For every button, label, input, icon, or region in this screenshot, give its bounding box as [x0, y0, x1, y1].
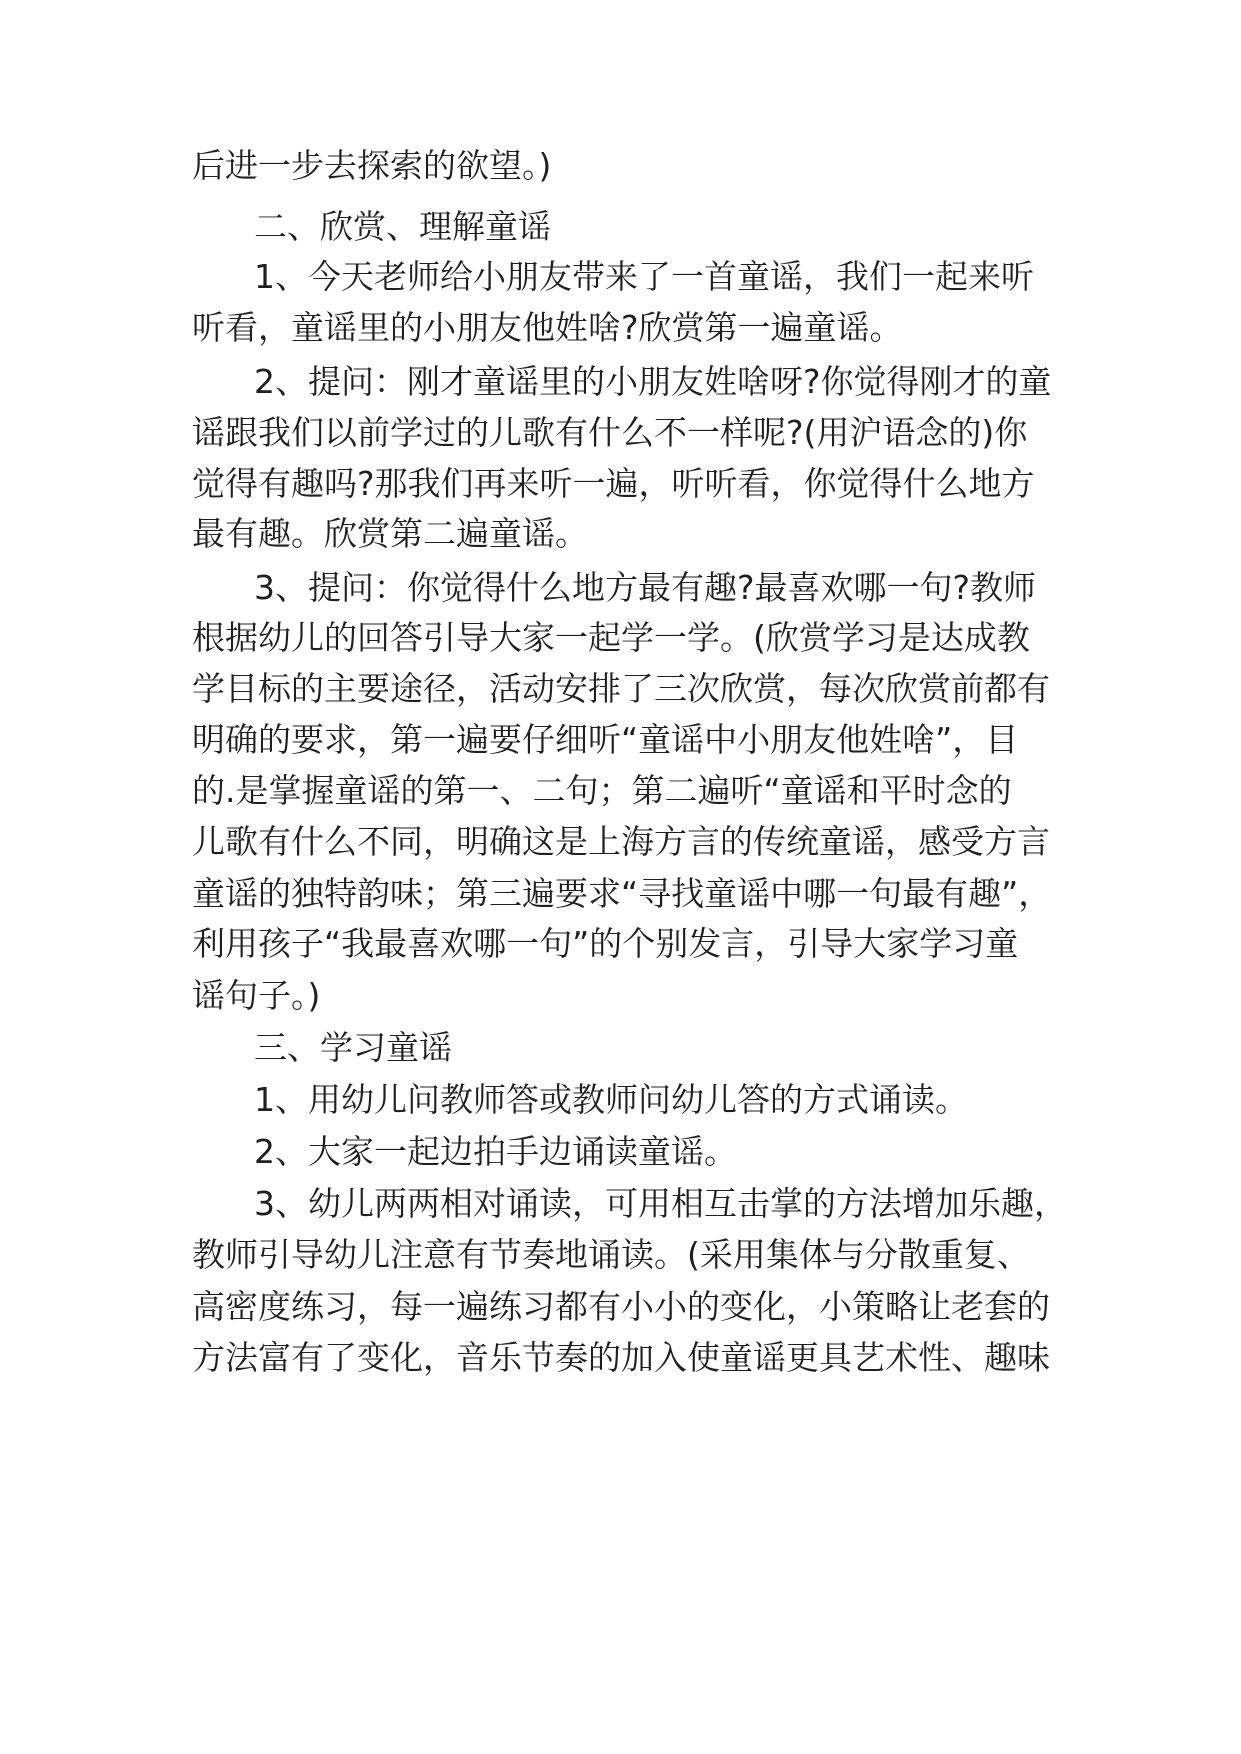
text-line: 最有趣。欣赏第二遍童谣。 [192, 514, 588, 553]
text-line: 谣跟我们以前学过的儿歌有什么不一样呢?(用沪语念的)你 [192, 413, 1028, 452]
text-line: 教师引导幼儿注意有节奏地诵读。(采用集体与分散重复、 [192, 1235, 1030, 1274]
text-line: 觉得有趣吗?那我们再来听一遍，听听看，你觉得什么地方 [192, 464, 1035, 503]
text-line: 明确的要求，第一遍要仔细听“童谣中小朋友他姓啥”，目 [192, 720, 1019, 759]
text-line: 2、大家一起边拍手边诵读童谣。 [254, 1132, 737, 1171]
text-line: 方法富有了变化，音乐节奏的加入使童谣更具艺术性、趣味 [192, 1338, 1050, 1377]
text-line: 2、提问：刚才童谣里的小朋友姓啥呀?你觉得刚才的童 [254, 362, 1052, 401]
section-heading-appreciate: 二、欣赏、理解童谣 [254, 207, 551, 246]
text-line: 的.是掌握童谣的第一、二句；第二遍听“童谣和平时念的 [192, 771, 1012, 810]
text-line: 童谣的独特韵味；第三遍要求“寻找童谣中哪一句最有趣”， [192, 874, 1052, 913]
text-line: 根据幼儿的回答引导大家一起学一学。(欣赏学习是达成教 [192, 618, 1030, 657]
text-line: 1、今天老师给小朋友带来了一首童谣，我们一起来听 [254, 257, 1034, 296]
text-line: 听看，童谣里的小朋友他姓啥?欣赏第一遍童谣。 [192, 308, 903, 347]
section-heading-learn: 三、学习童谣 [254, 1028, 452, 1067]
text-line: 儿歌有什么不同，明确这是上海方言的传统童谣，感受方言 [192, 822, 1050, 861]
text-line: 1、用幼儿问教师答或教师问幼儿答的方式诵读。 [254, 1080, 968, 1119]
text-line: 谣句子。) [192, 976, 321, 1015]
text-line: 学目标的主要途径，活动安排了三次欣赏，每次欣赏前都有 [192, 669, 1050, 708]
text-line: 3、幼儿两两相对诵读，可用相互击掌的方法增加乐趣， [254, 1184, 1067, 1223]
text-line: 3、提问：你觉得什么地方最有趣?最喜欢哪一句?教师 [254, 568, 1037, 607]
text-line: 高密度练习，每一遍练习都有小小的变化，小策略让老套的 [192, 1287, 1050, 1326]
text-line: 利用孩子“我最喜欢哪一句”的个别发言，引导大家学习童 [192, 924, 1019, 963]
text-line: 后进一步去探索的欲望。) [192, 146, 552, 185]
